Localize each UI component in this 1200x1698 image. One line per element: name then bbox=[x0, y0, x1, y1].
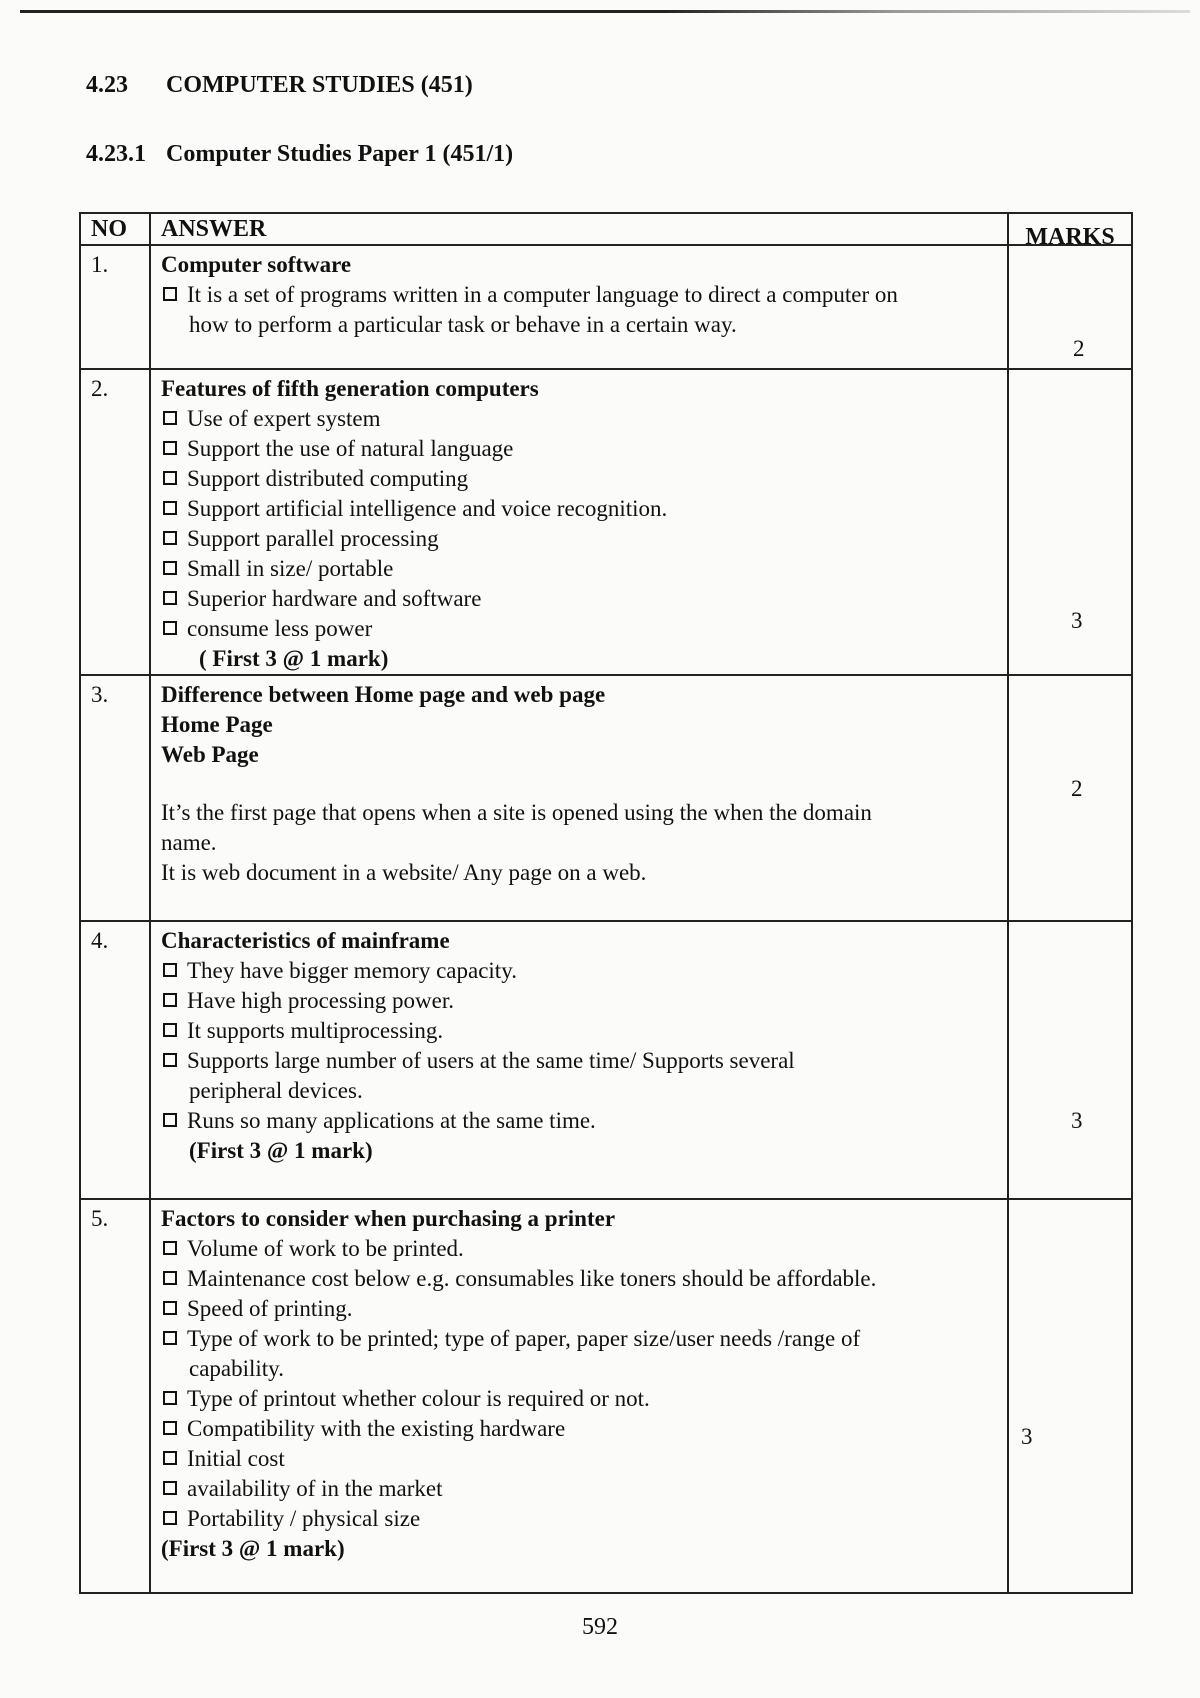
list-item: consume less power bbox=[161, 614, 999, 644]
checkbox-icon bbox=[163, 621, 177, 635]
answer-cell bbox=[151, 676, 1009, 920]
header-answer: ANSWER bbox=[151, 214, 1009, 244]
checkbox-icon bbox=[163, 1331, 177, 1345]
answer-title: Computer software bbox=[161, 252, 352, 277]
checkbox-icon bbox=[163, 1481, 177, 1495]
checkbox-icon bbox=[163, 1271, 177, 1285]
marks-value: 3 bbox=[1071, 608, 1083, 633]
list-item: Have high processing power. bbox=[161, 986, 999, 1016]
list-item: availability of in the market bbox=[161, 1474, 999, 1504]
marking-note: ( First 3 @ 1 mark) bbox=[199, 646, 389, 671]
marks-value: 3 bbox=[1071, 1108, 1083, 1133]
question-number: 2. bbox=[81, 370, 151, 674]
list-item: It supports multiprocessing. bbox=[161, 1016, 999, 1046]
marks-value: 3 bbox=[1021, 1424, 1033, 1449]
list-item: Type of printout whether colour is required or not. bbox=[161, 1384, 999, 1414]
checkbox-icon bbox=[163, 1241, 177, 1255]
answer-title: Difference between Home page and web page bbox=[161, 682, 606, 707]
checkbox-icon bbox=[163, 1511, 177, 1525]
marks-cell bbox=[1009, 370, 1131, 674]
table-row bbox=[81, 1200, 1131, 1592]
answer-cell bbox=[151, 370, 1009, 674]
checkbox-icon bbox=[163, 591, 177, 605]
table-row bbox=[81, 370, 1131, 676]
checkbox-icon bbox=[163, 1113, 177, 1127]
paper-heading bbox=[86, 141, 513, 168]
list-item: Supports large number of users at the same time/ Supports several bbox=[161, 1046, 999, 1076]
list-item: Superior hardware and software bbox=[161, 584, 999, 614]
list-item-continuation: capability. bbox=[189, 1356, 284, 1381]
answer-title: Features of fifth generation computers bbox=[161, 376, 539, 401]
checkbox-icon bbox=[163, 1391, 177, 1405]
header-no: NO bbox=[81, 214, 151, 244]
list-item: Support artificial intelligence and voice recognition. bbox=[161, 494, 999, 524]
table-row bbox=[81, 676, 1131, 922]
table-row bbox=[81, 922, 1131, 1200]
subheading-web-page: Web Page bbox=[161, 742, 259, 767]
checkbox-icon bbox=[163, 1053, 177, 1067]
section-number: 4.23 bbox=[86, 72, 128, 98]
checkbox-icon bbox=[163, 531, 177, 545]
section-heading bbox=[86, 72, 473, 99]
paper-number: 4.23.1 bbox=[86, 141, 146, 167]
list-item: Support the use of natural language bbox=[161, 434, 999, 464]
question-number: 4. bbox=[81, 922, 151, 1198]
checkbox-icon bbox=[163, 411, 177, 425]
checkbox-icon bbox=[163, 501, 177, 515]
list-item: Runs so many applications at the same time. bbox=[161, 1106, 999, 1136]
list-item: Small in size/ portable bbox=[161, 554, 999, 584]
checkbox-icon bbox=[163, 1301, 177, 1315]
question-number: 3. bbox=[81, 676, 151, 920]
header-marks: MARKS bbox=[1025, 224, 1115, 250]
page-number: 592 bbox=[582, 1614, 618, 1640]
list-item: Volume of work to be printed. bbox=[161, 1234, 999, 1264]
list-item: Support parallel processing bbox=[161, 524, 999, 554]
marking-note: (First 3 @ 1 mark) bbox=[161, 1536, 345, 1561]
checkbox-icon bbox=[163, 1421, 177, 1435]
list-item: Portability / physical size bbox=[161, 1504, 999, 1534]
list-item: Initial cost bbox=[161, 1444, 999, 1474]
answer-cell bbox=[151, 246, 1009, 368]
checkbox-icon bbox=[163, 1451, 177, 1465]
checkbox-icon bbox=[163, 1023, 177, 1037]
marks-cell bbox=[1009, 676, 1131, 920]
marks-value: 2 bbox=[1073, 336, 1085, 361]
list-item: Maintenance cost below e.g. consumables like toners should be affordable. bbox=[161, 1264, 999, 1294]
list-item: They have bigger memory capacity. bbox=[161, 956, 999, 986]
checkbox-icon bbox=[163, 993, 177, 1007]
list-item-continuation: peripheral devices. bbox=[189, 1078, 363, 1103]
table-row bbox=[81, 246, 1131, 370]
marks-value: 2 bbox=[1071, 776, 1083, 801]
answer-title: Factors to consider when purchasing a printer bbox=[161, 1206, 616, 1231]
checkbox-icon bbox=[163, 441, 177, 455]
paper-title: Computer Studies Paper 1 (451/1) bbox=[166, 141, 514, 167]
web-page-definition: It is web document in a website/ Any page on a web. bbox=[161, 860, 647, 885]
question-number: 1. bbox=[81, 246, 151, 368]
section-title: COMPUTER STUDIES (451) bbox=[166, 72, 473, 98]
answer-cell bbox=[151, 1200, 1009, 1592]
checkbox-icon bbox=[163, 287, 177, 301]
subheading-home-page: Home Page bbox=[161, 712, 273, 737]
answer-title: Characteristics of mainframe bbox=[161, 928, 450, 953]
home-page-definition: It’s the first page that opens when a site is opened using the when the domain bbox=[161, 800, 872, 825]
checkbox-icon bbox=[163, 561, 177, 575]
question-number: 5. bbox=[81, 1200, 151, 1592]
list-item-continuation: how to perform a particular task or behave in a certain way. bbox=[189, 312, 737, 337]
table-header-row bbox=[81, 214, 1131, 250]
marks-cell bbox=[1009, 246, 1131, 368]
marking-scheme-table bbox=[79, 212, 1133, 1594]
list-item: Speed of printing. bbox=[161, 1294, 999, 1324]
top-rule bbox=[20, 10, 1190, 13]
list-item: Support distributed computing bbox=[161, 464, 999, 494]
list-item: Type of work to be printed; type of paper, paper size/user needs /range of bbox=[161, 1324, 999, 1354]
answer-cell bbox=[151, 922, 1009, 1198]
marks-cell bbox=[1009, 922, 1131, 1198]
checkbox-icon bbox=[163, 963, 177, 977]
marking-note: (First 3 @ 1 mark) bbox=[189, 1138, 373, 1163]
list-item: It is a set of programs written in a computer language to direct a computer on bbox=[161, 280, 999, 310]
list-item: Compatibility with the existing hardware bbox=[161, 1414, 999, 1444]
home-page-definition-cont: name. bbox=[161, 830, 217, 855]
marks-cell bbox=[1009, 1200, 1131, 1592]
list-item: Use of expert system bbox=[161, 404, 999, 434]
checkbox-icon bbox=[163, 471, 177, 485]
